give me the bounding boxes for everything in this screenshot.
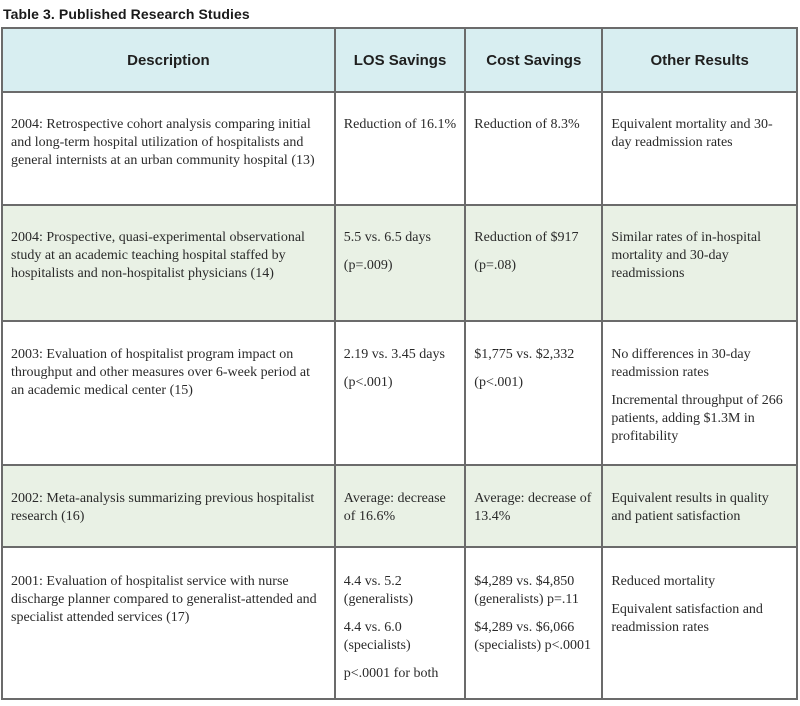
los-text: (p<.001)	[343, 375, 393, 390]
header-cost-savings: Cost Savings	[465, 28, 602, 92]
other-cell	[602, 547, 797, 699]
header-description: Description	[2, 28, 335, 92]
other-text: Incremental throughput of 266 patients, adding $1.3M in profitability	[611, 393, 783, 444]
los-cell	[335, 321, 466, 465]
los-text: 4.4 vs. 5.2 (generalists)	[343, 574, 413, 607]
header-other-results: Other Results	[602, 28, 797, 92]
other-cell	[602, 92, 797, 205]
los-cell	[335, 547, 466, 699]
los-text: 4.4 vs. 6.0 (specialists)	[343, 620, 411, 653]
table-header-row	[2, 28, 797, 92]
cost-text: Average: decrease of 13.4%	[474, 491, 592, 524]
other-text: Similar rates of in-hospital mortality and 30-day readmissions	[611, 230, 762, 281]
cost-text: $1,775 vs. $2,332	[474, 347, 575, 362]
cost-text: Reduction of $917	[474, 230, 579, 245]
cost-text: $4,289 vs. $4,850 (generalists) p=.11	[474, 574, 579, 607]
other-text: Reduced mortality	[611, 574, 716, 589]
los-cell	[335, 205, 466, 321]
description-cell	[2, 465, 335, 547]
other-text: Equivalent results in quality and patient satisfaction	[611, 491, 769, 524]
cost-cell	[465, 547, 602, 699]
los-cell	[335, 92, 466, 205]
los-cell	[335, 465, 466, 547]
other-cell	[602, 205, 797, 321]
description-cell	[2, 547, 335, 699]
header-los-savings: LOS Savings	[335, 28, 466, 92]
table-title: Table 3. Published Research Studies	[3, 6, 250, 22]
cost-cell	[465, 92, 602, 205]
description-cell	[2, 205, 335, 321]
other-text: No differences in 30-day readmission rates	[611, 347, 751, 380]
cost-cell	[465, 205, 602, 321]
cost-cell	[465, 321, 602, 465]
description-text: 2003: Evaluation of hospitalist program impact on throughput and other measures over 6-week period at an academic medical center (15)	[11, 347, 310, 398]
description-text: 2004: Prospective, quasi-experimental observational study at an academic teaching hospital staffed by hospitalists and non-hospitalist physicians (14)	[11, 230, 305, 281]
table-row	[2, 205, 797, 321]
other-cell	[602, 465, 797, 547]
los-text: Average: decrease of 16.6%	[343, 491, 446, 524]
table-row	[2, 92, 797, 205]
cost-cell	[465, 465, 602, 547]
los-text: Reduction of 16.1%	[343, 117, 457, 132]
cost-text: (p<.001)	[474, 375, 524, 390]
description-cell	[2, 321, 335, 465]
table-row	[2, 321, 797, 465]
cost-text: $4,289 vs. $6,066 (specialists) p<.0001	[474, 620, 592, 653]
other-text: Equivalent satisfaction and readmission rates	[611, 602, 763, 635]
other-text: Equivalent mortality and 30-day readmission rates	[611, 117, 773, 150]
los-text: 5.5 vs. 6.5 days	[343, 230, 431, 245]
description-text: 2004: Retrospective cohort analysis comparing initial and long-term hospital utilization of hospitalists and general internists at an urban community hospital (13)	[11, 117, 315, 168]
los-text: 2.19 vs. 3.45 days	[343, 347, 445, 362]
table-row	[2, 547, 797, 699]
other-cell	[602, 321, 797, 465]
los-text: (p=.009)	[343, 258, 393, 273]
cost-text: Reduction of 8.3%	[474, 117, 580, 132]
research-studies-table	[1, 27, 798, 700]
description-cell	[2, 92, 335, 205]
description-text: 2002: Meta-analysis summarizing previous hospitalist research (16)	[11, 491, 315, 524]
cost-text: (p=.08)	[474, 258, 517, 273]
description-text: 2001: Evaluation of hospitalist service with nurse discharge planner compared to generalist-attended and specialist attended services (17)	[11, 574, 317, 625]
table-row	[2, 465, 797, 547]
los-text: p<.0001 for both	[343, 666, 439, 681]
